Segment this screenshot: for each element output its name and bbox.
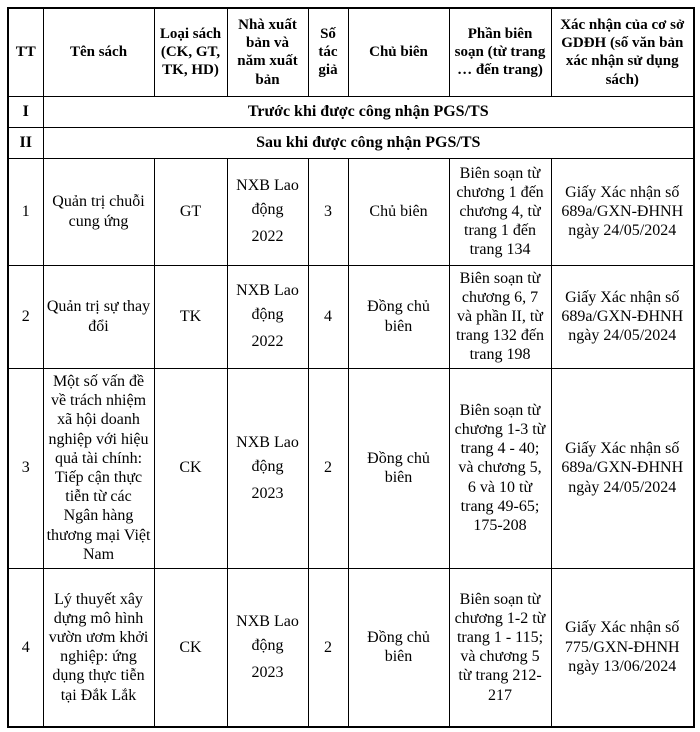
cell-tt: 2 xyxy=(8,265,43,368)
cell-so-tac-gia: 2 xyxy=(308,368,348,568)
cell-tt: 1 xyxy=(8,158,43,265)
cell-ten-sach: Lý thuyết xây dựng mô hình vườn ươm khởi nghiệp: ứng dụng thực tiễn tại Đắk Lắk xyxy=(43,568,154,727)
cell-phan-bien-soan: Biên soạn từ chương 6, 7 và phần II, từ trang 132 đến trang 198 xyxy=(449,265,551,368)
header-cell-loai-sach: Loại sách (CK, GT, TK, HD) xyxy=(154,8,227,96)
publisher-name: NXB Lao động xyxy=(236,612,299,654)
cell-so-tac-gia: 3 xyxy=(308,158,348,265)
header-cell-xac-nhan: Xác nhận của cơ sở GDĐH (số văn bản xác nhận sử dụng sách) xyxy=(551,8,694,96)
table-row xyxy=(8,158,694,265)
header-cell-so-tac-gia: Số tác giả xyxy=(308,8,348,96)
section-label: Trước khi được công nhận PGS/TS xyxy=(43,96,694,127)
cell-xac-nhan: Giấy Xác nhận số 775/GXN-ĐHNH ngày 13/06/2024 xyxy=(551,568,694,727)
publisher-name: NXB Lao động xyxy=(236,433,299,475)
publisher-name: NXB Lao động xyxy=(236,282,299,323)
cell-so-tac-gia: 2 xyxy=(308,568,348,727)
cell-chu-bien: Chủ biên xyxy=(348,158,449,265)
cell-nha-xuat-ban xyxy=(227,568,308,727)
cell-tt: 4 xyxy=(8,568,43,727)
header-cell-ten-sach: Tên sách xyxy=(43,8,154,96)
cell-chu-bien: Đồng chủ biên xyxy=(348,368,449,568)
cell-ten-sach: Quản trị chuỗi cung ứng xyxy=(43,158,154,265)
header-cell-nha-xuat-ban: Nhà xuất bản và năm xuất bản xyxy=(227,8,308,96)
cell-nha-xuat-ban xyxy=(227,368,308,568)
header-cell-chu-bien: Chủ biên xyxy=(348,8,449,96)
cell-loai-sach: GT xyxy=(154,158,227,265)
table-row xyxy=(8,368,694,568)
cell-phan-bien-soan: Biên soạn từ chương 1-2 từ trang 1 - 115; và chương 5 từ trang 212-217 xyxy=(449,568,551,727)
section-row-after-pgs xyxy=(8,127,694,158)
publish-year: 2023 xyxy=(251,663,284,681)
cell-chu-bien: Đồng chủ biên xyxy=(348,568,449,727)
cell-nha-xuat-ban xyxy=(227,265,308,368)
cell-xac-nhan: Giấy Xác nhận số 689a/GXN-ĐHNH ngày 24/05/2024 xyxy=(551,368,694,568)
cell-ten-sach: Quản trị sự thay đổi xyxy=(43,265,154,368)
cell-loai-sach: CK xyxy=(154,568,227,727)
cell-nha-xuat-ban xyxy=(227,158,308,265)
cell-xac-nhan: Giấy Xác nhận số 689a/GXN-ĐHNH ngày 24/05/2024 xyxy=(551,265,694,368)
table-row xyxy=(8,568,694,727)
section-number: I xyxy=(8,96,43,127)
publish-year: 2022 xyxy=(251,228,284,245)
cell-loai-sach: CK xyxy=(154,368,227,568)
section-label: Sau khi được công nhận PGS/TS xyxy=(43,127,694,158)
publish-year: 2022 xyxy=(251,333,284,350)
book-declaration-table xyxy=(7,7,695,728)
publish-year: 2023 xyxy=(251,484,284,502)
header-cell-phan-bien-soan: Phần biên soạn (từ trang … đến trang) xyxy=(449,8,551,96)
cell-tt: 3 xyxy=(8,368,43,568)
cell-chu-bien: Đồng chủ biên xyxy=(348,265,449,368)
cell-so-tac-gia: 4 xyxy=(308,265,348,368)
table-header-row xyxy=(8,8,694,96)
cell-ten-sach: Một số vấn đề về trách nhiệm xã hội doanh nghiệp với hiệu quả tài chính: Tiếp cận thực tiễn từ các Ngân hàng thương mại Việt Nam xyxy=(43,368,154,568)
section-row-before-pgs xyxy=(8,96,694,127)
cell-phan-bien-soan: Biên soạn từ chương 1 đến chương 4, từ trang 1 đến trang 134 xyxy=(449,158,551,265)
cell-phan-bien-soan: Biên soạn từ chương 1-3 từ trang 4 - 40; và chương 5, 6 và 10 từ trang 49-65; 175-208 xyxy=(449,368,551,568)
table-row xyxy=(8,265,694,368)
section-number: II xyxy=(8,127,43,158)
cell-loai-sach: TK xyxy=(154,265,227,368)
publisher-name: NXB Lao động xyxy=(236,177,299,218)
cell-xac-nhan: Giấy Xác nhận số 689a/GXN-ĐHNH ngày 24/05/2024 xyxy=(551,158,694,265)
header-cell-tt: TT xyxy=(8,8,43,96)
